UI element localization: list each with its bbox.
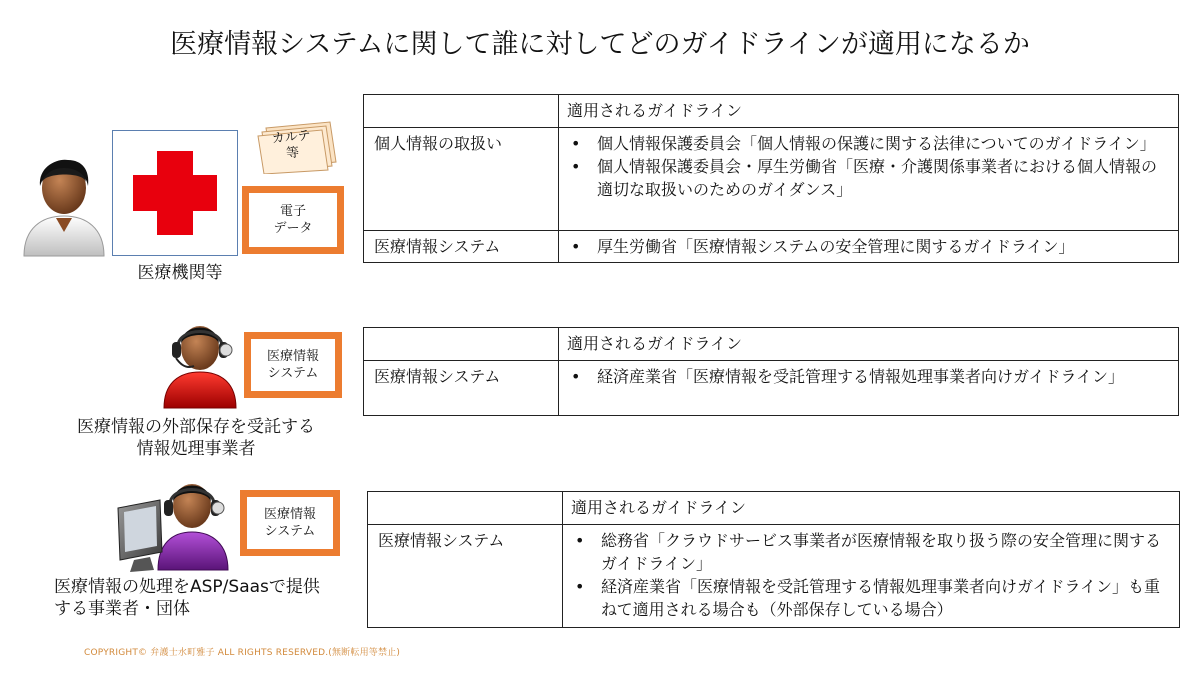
row-label: 医療情報システム	[368, 525, 563, 628]
electronic-data-box: 電子 データ	[242, 186, 344, 254]
table-header-row	[364, 95, 1179, 128]
hospital-box	[112, 130, 238, 256]
paper-label: カルテ 等	[271, 128, 312, 162]
guideline-table-3	[367, 491, 1180, 628]
table-header: 適用されるガイドライン	[563, 492, 1180, 525]
header-empty-cell	[368, 492, 563, 525]
guideline-item: • 個人情報保護委員会「個人情報の保護に関する法律についてのガイドライン」	[567, 132, 1170, 155]
medical-info-system-box-3: 医療情報 システム	[240, 490, 340, 556]
row-items	[559, 128, 1179, 231]
table-header: 適用されるガイドライン	[559, 95, 1179, 128]
row-label: 医療情報システム	[364, 361, 559, 416]
row-items	[559, 361, 1179, 416]
computer-operator-person-icon	[114, 474, 238, 574]
header-empty-cell	[364, 328, 559, 361]
table-header-row	[368, 492, 1180, 525]
storage-provider-caption: 医療情報の外部保存を受託する 情報処理事業者	[77, 417, 315, 459]
table-header-row	[364, 328, 1179, 361]
row-label: 医療情報システム	[364, 231, 559, 263]
row-items	[563, 525, 1180, 628]
guideline-table-2	[363, 327, 1179, 416]
table-row	[364, 361, 1179, 416]
red-cross-icon	[113, 131, 237, 255]
page-title: 医療情報システムに関して誰に対してどのガイドラインが適用になるか	[170, 29, 1030, 60]
doctor-person-icon	[18, 152, 110, 262]
guideline-table-1	[363, 94, 1179, 263]
medical-info-system-box-2: 医療情報 システム	[244, 332, 342, 398]
medical-institution-caption: 医療機関等	[137, 263, 223, 283]
guideline-item: • 個人情報保護委員会・厚生労働省「医療・介護関係事業者における個人情報の適切な取扱いのためのガイダンス」	[567, 155, 1170, 201]
row-label: 個人情報の取扱い	[364, 128, 559, 231]
table-row	[368, 525, 1180, 628]
table-row	[364, 231, 1179, 263]
operator-headset-person-icon	[160, 318, 242, 410]
header-empty-cell	[364, 95, 559, 128]
copyright-notice: COPYRIGHT© 弁護士水町雅子 ALL RIGHTS RESERVED.(無断転用等禁止)	[84, 648, 401, 658]
guideline-item: • 経済産業省「医療情報を受託管理する情報処理事業者向けガイドライン」も重ねて適用される場合も（外部保存している場合）	[571, 575, 1171, 621]
row-items	[559, 231, 1179, 263]
guideline-item: • 総務省「クラウドサービス事業者が医療情報を取り扱う際の安全管理に関するガイドライン」	[571, 529, 1171, 575]
table-header: 適用されるガイドライン	[559, 328, 1179, 361]
guideline-item: • 経済産業省「医療情報を受託管理する情報処理事業者向けガイドライン」	[567, 365, 1170, 388]
asp-saas-provider-caption: 医療情報の処理をASP/Saasで提供 する事業者・団体	[54, 577, 320, 619]
table-row	[364, 128, 1179, 231]
guideline-item: • 厚生労働省「医療情報システムの安全管理に関するガイドライン」	[567, 235, 1170, 258]
